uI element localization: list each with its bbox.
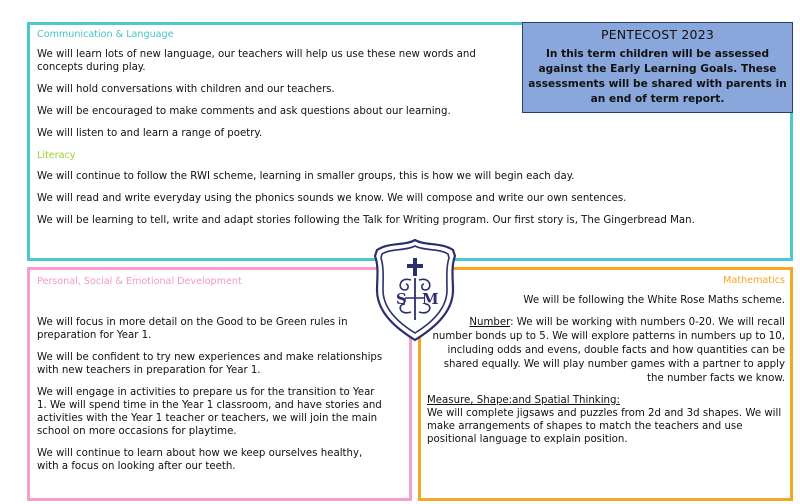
measure-shape-label: Measure, Shape:and Spatial Thinking:: [427, 395, 620, 406]
communication-item: We will be encouraged to make comments and ask questions about our learning.: [37, 106, 451, 117]
mathematics-panel: [418, 267, 793, 501]
maths-scheme-text: We will be following the White Rose Maths scheme.: [523, 295, 785, 306]
measure-shape-text: We will complete jigsaws and puzzles from 2d and 3d shapes. We will make arrangements of shapes to match the teachers and use positional language to explain position.: [427, 408, 782, 445]
psed-item: We will engage in activities to prepare us for the transition to Year 1. We will spend time in the Year 1 classroom, and have stories and activities with the Year 1 teacher or teachers, we will join the main school on more occasions for playtime.: [37, 387, 382, 437]
communication-item: We will learn lots of new language, our teachers will help us use these new words and concepts during play.: [37, 49, 476, 73]
number-label: Number: [469, 317, 511, 328]
assessment-description: In this term children will be assessed against the Early Learning Goals. These assessments will be shared with parents in an end of term report.: [528, 48, 787, 105]
assessment-info-box: [522, 22, 793, 113]
crest-letter-m: M: [422, 290, 439, 308]
psed-heading: Personal, Social & Emotional Development: [37, 276, 242, 287]
literacy-heading: Literacy: [37, 150, 76, 161]
psed-content: [37, 276, 387, 482]
communication-literacy-content: [37, 29, 517, 149]
mathematics-content: [427, 275, 785, 446]
school-crest-icon: [369, 236, 461, 344]
literacy-item: We will read and write everyday using the phonics sounds we know. We will compose and write our own sentences.: [37, 193, 627, 204]
number-paragraph: [427, 316, 785, 386]
psed-item: We will be confident to try new experiences and make relationships with new teachers in preparation for Year 1.: [37, 352, 383, 376]
literacy-item: We will continue to follow the RWI scheme, learning in smaller groups, this is how we will begin each day.: [37, 171, 575, 182]
crest-letter-s: S: [396, 290, 407, 308]
communication-item: We will listen to and learn a range of poetry.: [37, 128, 263, 139]
literacy-content: [37, 151, 777, 236]
mathematics-heading: Mathematics: [723, 275, 785, 286]
communication-item: We will hold conversations with children and our teachers.: [37, 84, 335, 95]
term-title: PENTECOST 2023: [600, 27, 715, 42]
communication-language-heading: Communication & Language: [37, 29, 174, 40]
literacy-item: We will be learning to tell, write and adapt stories following the Talk for Writing program. Our first story is, The Gingerbread Man.: [37, 215, 695, 226]
number-text: : We will be working with numbers 0-20. We will recall number bonds up to 5. We will explore patterns in numbers up to 10, including odds and evens, double facts and how quantities can be shared equally. We will play number games with a partner to apply the number facts we know.: [432, 317, 785, 384]
psed-item: We will continue to learn about how we keep ourselves healthy, with a focus on looking after our teeth.: [37, 448, 363, 472]
psed-panel: [27, 267, 412, 501]
psed-item: We will focus in more detail on the Good to be Green rules in preparation for Year 1.: [37, 317, 348, 341]
